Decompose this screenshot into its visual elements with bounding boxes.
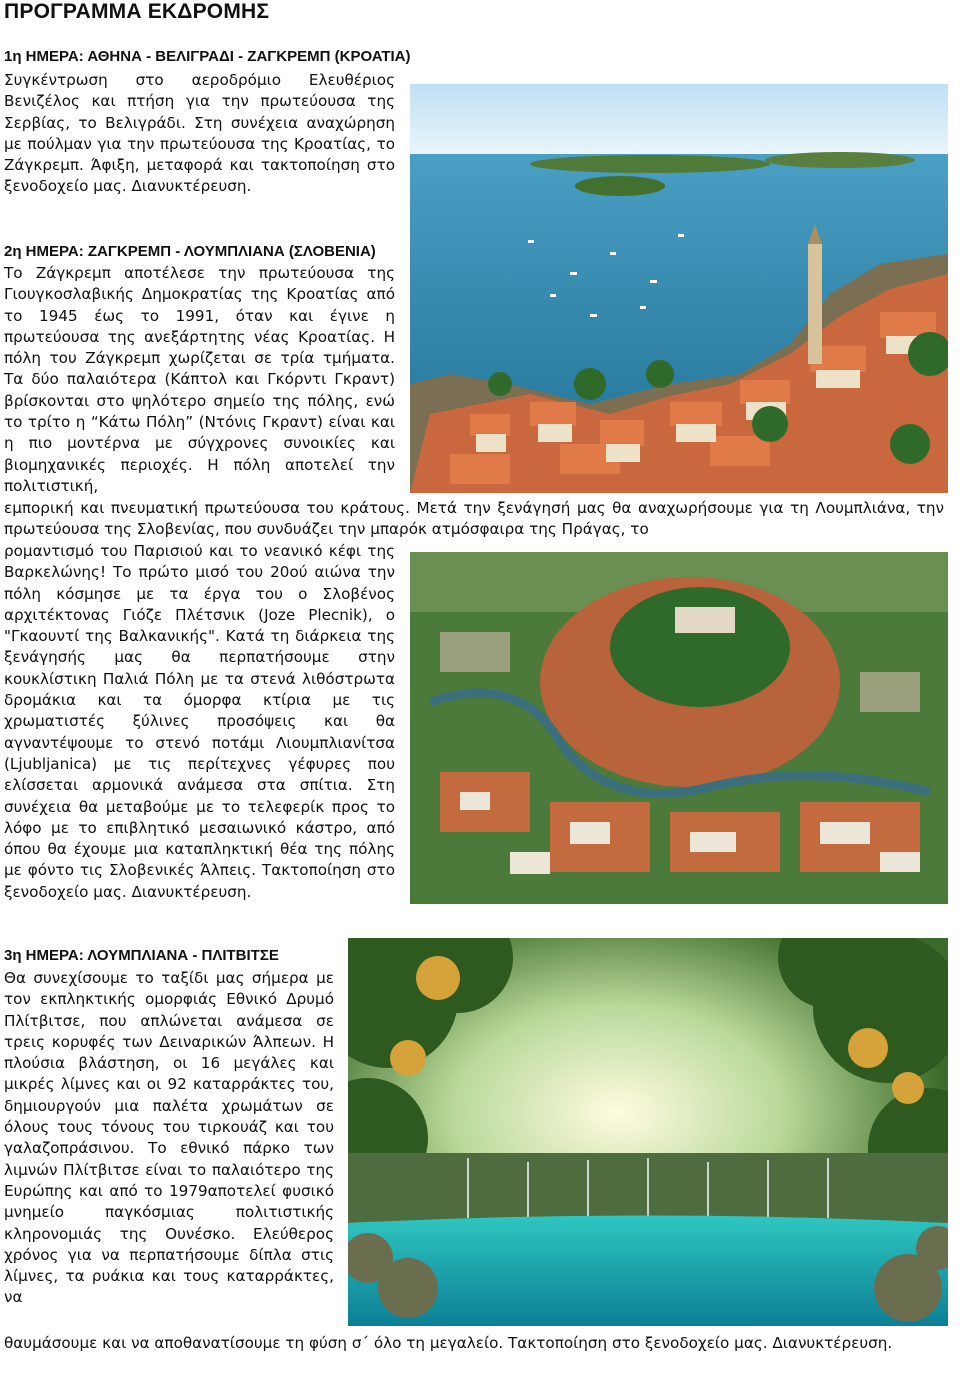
day-2-heading: 2η ΗΜΕΡΑ: ΖΑΓΚΡΕΜΠ - ΛΟΥΜΠΛΙΑΝΑ (ΣΛΟΒΕΝΙΑ) [4,243,376,260]
aerial-city-photo [410,552,948,904]
day-3-heading: 3η ΗΜΕΡΑ: ΛΟΥΜΠΛΙΑΝΑ - ΠΛΙΤΒΙΤΣΕ [4,947,279,964]
day-2-text-c: ρομαντισμό του Παρισιού και το νεανικό κέφι της Βαρκελώνης! Το πρώτο μισό του 20ού αιώνα την πόλη κόσμησε με τα έργα του ο Σλοβένος αρχιτέκτονας Γιόζε Πλέτσνικ (Joze Plecnik), ο "Γκαουντί της Βαλκανικής". Κατά τη διάρκεια της ξενάγησής μας θα περπατήσουμε στην κουκλίστικη Παλιά Πόλη με τα στενά λιθόστρωτα δρομάκια και τα όμορφα κτίρια με τις χρωματιστές ξύλινες προσόψεις και θα αγναντέψουμε το στενό ποτάμι Λιουμπλιανίτσα (Ljubljanica) με τις περίτεχνες γέφυρες που ελίσσεται αρμονικά ανάμεσα στα σπίτια. Στη συνέχεια θα μεταβούμε με το τελεφερίκ προς το λόφο με το επιβλητικό μεσαιωνικό κάστρο, από όπου θα έχουμε μια καταπληκτική θέα της πόλης με φόντο τις Σλοβενικές Άλπεις. Τακτοποίηση στο ξενοδοχείο μας. Διανυκτέρευση. [4,542,395,901]
day-3-text-a: Θα συνεχίσουμε το ταξίδι μας σήμερα με τον εκπληκτικής ομορφιάς Εθνικό Δρυμό Πλίτβιτσε, που απλώνεται ανάμεσα σε τρεις κορυφές των Δειναρικών Άλπεων. Η πλούσια βλάστηση, οι 16 μεγάλες και μικρές λίμνες και οι 92 καταρράκτες του, δημιουργούν μια παλέτα χρωμάτων σε όλους τους τόνους του τιρκουάζ και του γαλαζοπράσινου. Το εθνικό πάρκο των λιμνών Πλίτβιτσε είναι το παλαιότερο της Ευρώπης και από το 1979αποτελεί φυσικό μνημείο παγκόσμιας πολιτιστικής κληρονομιάς της Ουνέσκο. Ελεύθερος χρόνος για να περπατήσουμε δίπλα στις λίμνες, τα ρυάκια και τους καταρράκτες, να [4,969,334,1307]
day-3-text-b: θαυμάσουμε και να αποθανατίσουμε τη φύση σ΄ όλο τη μεγαλείο. Τακτοποίηση στο ξενοδοχείο μας. Διανυκτέρευση. [4,1334,893,1352]
coastal-town-photo [410,84,948,493]
waterfall-lake-photo [348,938,948,1326]
day-1-heading: 1η ΗΜΕΡΑ: ΑΘΗΝΑ - ΒΕΛΙΓΡΑΔΙ - ΖΑΓΚΡΕΜΠ (ΚΡΟΑΤΙΑ) [4,48,411,65]
page-title: ΠΡΟΓΡΑΜΜΑ ΕΚΔΡΟΜΗΣ [4,0,270,23]
day-2-text-b: εμπορική και πνευματική πρωτεύουσα του κράτους. Μετά την ξενάγησή μας θα αναχωρήσουμε για τη Λουμπλιάνα, την πρωτεύουσα της Σλοβενίας, που συνδυάζει την μπαρόκ ατμόσφαιρα της Πράγας, το [4,499,944,539]
day-1-text: Συγκέντρωση στο αεροδρόμιο Ελευθέριος Βενιζέλος και πτήση για την πρωτεύουσα της Σερβίας, το Βελιγράδι. Στη συνέχεια αναχώρηση με πούλμαν για την πρωτεύουσα της Κροατίας, το Ζάγκρεμπ. Άφιξη, μεταφορά και τακτοποίηση στο ξενοδοχείο μας. Διανυκτέρευση. [4,71,395,196]
day-2-text-a: Το Ζάγκρεμπ αποτέλεσε την πρωτεύουσα της Γιουγκοσλαβικής Δημοκρατίας της Κροατίας από το 1945 έως το 1991, όταν και έγινε η πρωτεύουσα της ανεξάρτητης νέας Κροατίας. Η πόλη του Ζάγκρεμπ χωρίζεται σε τρία τμήματα. Τα δύο παλαιότερα (Κάπτολ και Γκόρντι Γκραντ) βρίσκονται στο ψηλότερο σημείο της πόλης, ενώ το τρίτο η “Κάτω Πόλη” (Ντόνις Γκραντ) είναι και η πιο μοντέρνα με σύγχρονες συνοικίες και βιομηχανικές περιοχές. Η πόλη αποτελεί την πολιτιστική, [4,264,395,495]
